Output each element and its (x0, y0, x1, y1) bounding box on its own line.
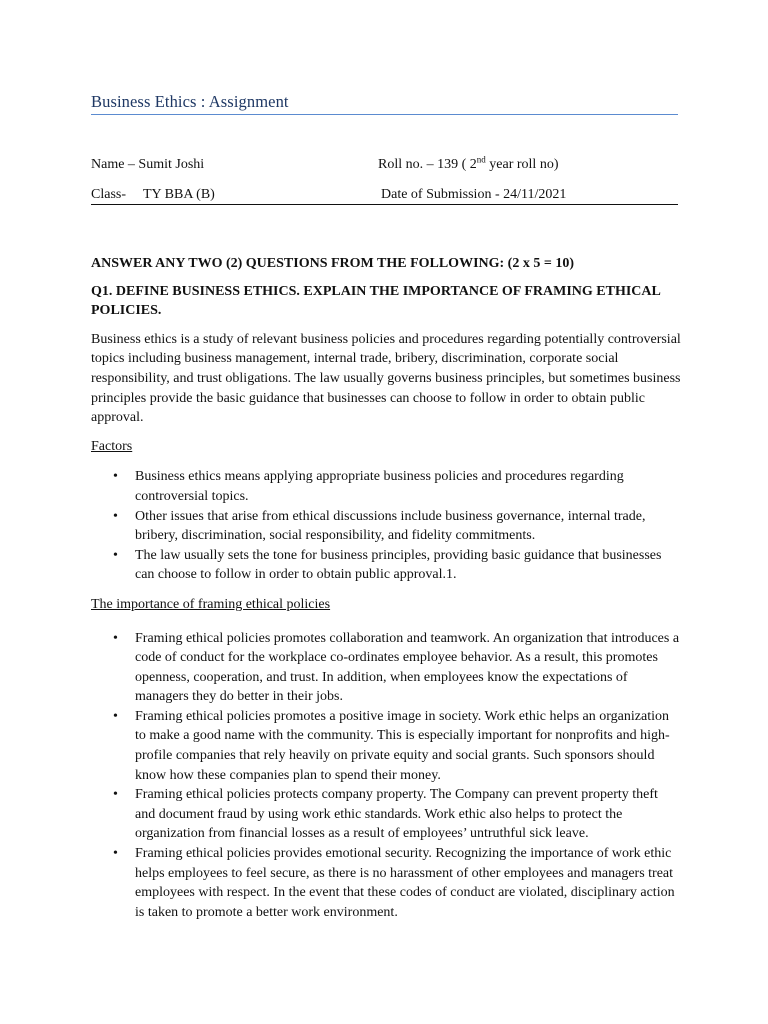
assignment-body (91, 254, 681, 932)
instruction-heading: ANSWER ANY TWO (2) QUESTIONS FROM THE FOLLOWING: (2 x 5 = 10) (91, 256, 574, 271)
info-divider (91, 204, 678, 205)
importance-list (91, 629, 681, 923)
document-title: Business Ethics : Assignment (91, 92, 289, 111)
roll-superscript: nd (476, 154, 486, 165)
submission-date: Date of Submission - 24/11/2021 (381, 187, 567, 202)
roll-number (378, 155, 558, 175)
bullet-icon: • (113, 547, 118, 563)
list-item-text: The law usually sets the tone for business principles, providing basic guidance that businesses can choose to follow in order to obtain public approval.1. (135, 547, 662, 583)
list-item (91, 785, 681, 844)
list-item-text: Framing ethical policies provides emotional security. Recognizing the importance of work ethic helps employees to feel secure, as there is no harassment of other employees and managers treat employees with respect. In the event that these codes of conduct are violated, disciplinary action is taken to promote a better work environment. (135, 846, 675, 920)
list-item (91, 507, 681, 546)
bullet-icon: • (113, 846, 118, 862)
importance-heading: The importance of framing ethical policies (91, 596, 331, 612)
bullet-icon: • (113, 469, 118, 485)
bullet-icon: • (113, 630, 118, 646)
roll-suffix: year roll no) (485, 157, 559, 172)
bullet-icon: • (113, 787, 118, 803)
factors-heading: Factors (91, 438, 133, 454)
info-row-name (91, 155, 678, 175)
bullet-icon: • (113, 508, 118, 524)
list-item (91, 844, 681, 922)
list-item-text: Other issues that arise from ethical discussions include business governance, internal trade, bribery, discrimination, social responsibility, and fidelity commitments. (135, 508, 646, 544)
question-1-intro: Business ethics is a study of relevant business policies and procedures regarding potentially controversial topics including business management, internal trade, bribery, discrimination, corporate social responsibility, and trust obligations. The law usually governs business principles, but sometimes business principles provide the basic guidance that businesses can choose to follow in order to obtain public approval. (91, 331, 681, 426)
question-1-heading: Q1. DEFINE BUSINESS ETHICS. EXPLAIN THE IMPORTANCE OF FRAMING ETHICAL POLICIES. (91, 283, 661, 319)
list-item-text: Framing ethical policies promotes collaboration and teamwork. An organization that introduces a code of conduct for the workplace co-ordinates employee behavior. As a result, this promotes openness, cooperation, and trust. In addition, when employees know the expectations of managers they do better in their jobs. (135, 630, 680, 705)
list-item (91, 629, 681, 707)
list-item (91, 546, 681, 585)
info-row-class (91, 185, 678, 205)
list-item (91, 707, 681, 785)
bullet-icon: • (113, 708, 118, 724)
list-item-text: Business ethics means applying appropriate business policies and procedures regarding controversial topics. (135, 469, 624, 504)
factors-list (91, 467, 681, 585)
class-value: TY BBA (B) (143, 187, 215, 202)
list-item-text: Framing ethical policies promotes a positive image in society. Work ethic helps an organization to make a good name with the community. This is especially important for nonprofits and high-profile companies that rely heavily on private equity and social grants. Such sponsors should know how these companies plan to spend their money. (135, 708, 670, 783)
list-item-text: Framing ethical policies protects company property. The Company can prevent property theft and document fraud by using work ethic standards. Work ethic also helps to protect the organization from financial losses as a result of employees’ untruthful sick leave. (135, 787, 658, 842)
title-divider (91, 114, 678, 115)
list-item (91, 467, 681, 506)
student-name: Name – Sumit Joshi (91, 157, 205, 172)
class-label: Class- (91, 187, 126, 202)
roll-prefix: Roll no. – 139 ( 2 (378, 157, 477, 172)
